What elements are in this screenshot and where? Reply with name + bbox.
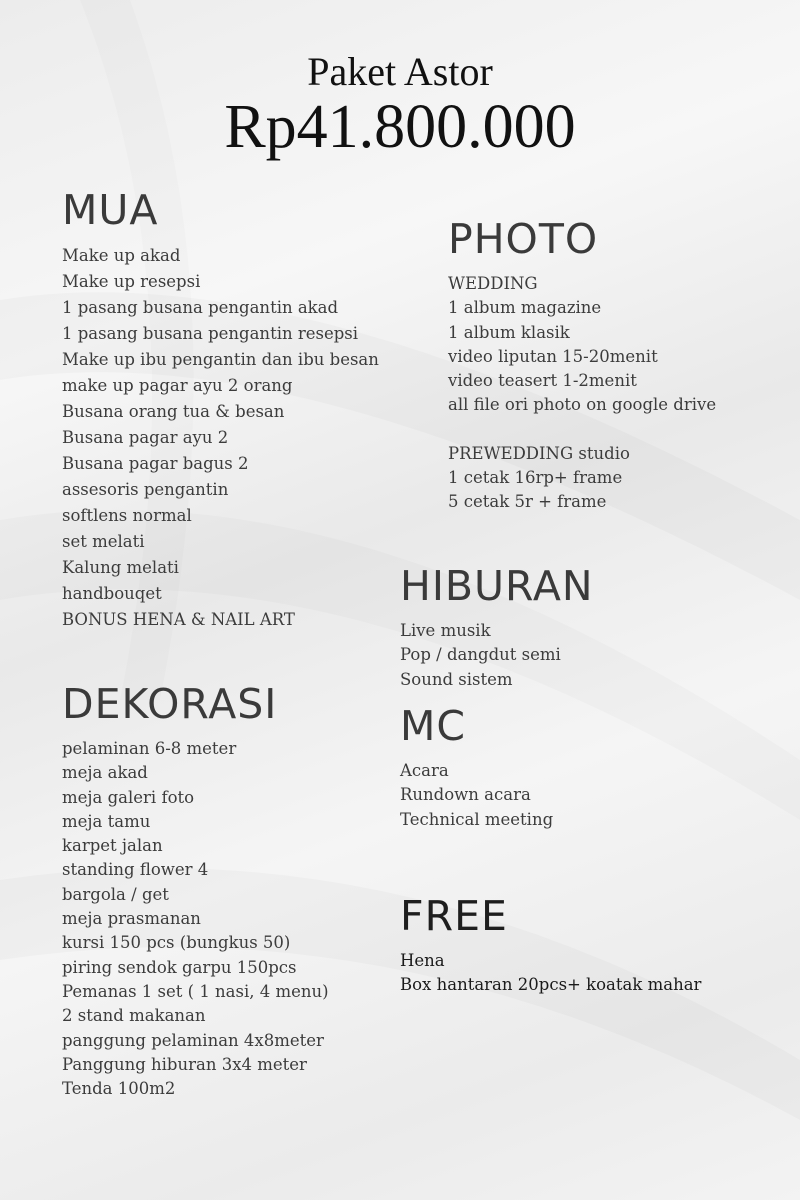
hiburan-heading: HIBURAN xyxy=(400,562,594,610)
list-item: video teasert 1-2menit xyxy=(448,371,637,391)
list-item: 1 pasang busana pengantin akad xyxy=(62,298,339,317)
list-item: Hena xyxy=(400,951,445,970)
list-item: 1 album magazine xyxy=(448,298,602,318)
list-item: karpet jalan xyxy=(62,836,163,856)
mua-heading: MUA xyxy=(62,186,159,234)
list-item: meja prasmanan xyxy=(62,909,201,929)
list-item: all file ori photo on google drive xyxy=(448,395,717,415)
package-price: Rp41.800.000 xyxy=(224,93,576,161)
list-item: Box hantaran 20pcs+ koatak mahar xyxy=(400,975,702,995)
list-item: meja akad xyxy=(62,763,148,783)
list-item: Acara xyxy=(400,761,449,780)
mua-list xyxy=(62,243,379,633)
list-item: standing flower 4 xyxy=(62,860,209,880)
list-item: Sound sistem xyxy=(400,669,513,689)
list-item: Kalung melati xyxy=(62,558,179,577)
mc-heading: MC xyxy=(400,702,467,750)
list-item: piring sendok garpu 150pcs xyxy=(62,957,297,977)
free-section xyxy=(400,892,702,998)
list-item: Pop / dangdut semi xyxy=(400,645,561,665)
list-item: PREWEDDING studio xyxy=(448,443,630,463)
mc-list xyxy=(400,759,553,832)
list-item: bargola / get xyxy=(62,884,169,904)
list-item: Busana pagar bagus 2 xyxy=(62,454,249,473)
photo-heading: PHOTO xyxy=(448,215,599,263)
dekorasi-list xyxy=(62,737,329,1101)
list-item: Panggung hiburan 3x4 meter xyxy=(62,1054,307,1074)
list-item: set melati xyxy=(62,532,145,551)
list-item: Busana orang tua & besan xyxy=(62,402,285,421)
list-item: assesoris pengantin xyxy=(62,480,229,499)
list-item: Technical meeting xyxy=(400,809,554,829)
free-heading: FREE xyxy=(400,892,508,940)
list-item: Tenda 100m2 xyxy=(62,1079,176,1099)
list-item: Pemanas 1 set ( 1 nasi, 4 menu) xyxy=(62,981,329,1001)
list-item: 1 cetak 16rp+ frame xyxy=(448,468,623,488)
list-item: 5 cetak 5r + frame xyxy=(448,492,607,512)
list-item: meja tamu xyxy=(62,811,151,831)
photo-prewedding-list xyxy=(448,442,716,515)
mc-section xyxy=(400,702,554,832)
list-item: handbouqet xyxy=(62,584,162,603)
list-item: meja galeri foto xyxy=(62,787,195,807)
list-item: 1 album klasik xyxy=(448,322,570,342)
list-item: Live musik xyxy=(400,621,491,640)
photo-wedding-list xyxy=(448,272,716,418)
list-item: video liputan 15-20menit xyxy=(448,346,658,366)
dekorasi-section xyxy=(62,680,329,1101)
list-item: 2 stand makanan xyxy=(62,1006,206,1026)
list-item: panggung pelaminan 4x8meter xyxy=(62,1030,324,1050)
dekorasi-heading: DEKORASI xyxy=(62,680,278,728)
list-item: WEDDING xyxy=(448,274,538,293)
package-name: Paket Astor xyxy=(307,49,493,94)
list-item: BONUS HENA & NAIL ART xyxy=(62,610,295,629)
mua-section xyxy=(62,186,379,633)
list-item: 1 pasang busana pengantin resepsi xyxy=(62,324,359,343)
list-item: Make up akad xyxy=(62,246,181,265)
list-item: Make up resepsi xyxy=(62,272,201,291)
list-item: pelaminan 6-8 meter xyxy=(62,739,237,758)
list-item: Make up ibu pengantin dan ibu besan xyxy=(62,350,379,369)
photo-section xyxy=(448,215,717,515)
hiburan-section xyxy=(400,562,594,692)
list-item: Rundown acara xyxy=(400,785,531,805)
list-item: softlens normal xyxy=(62,506,192,525)
list-item: Busana pagar ayu 2 xyxy=(62,428,229,447)
list-item: kursi 150 pcs (bungkus 50) xyxy=(62,933,291,953)
list-item: make up pagar ayu 2 orang xyxy=(62,376,293,395)
free-list xyxy=(400,949,701,998)
hiburan-list xyxy=(400,619,594,692)
